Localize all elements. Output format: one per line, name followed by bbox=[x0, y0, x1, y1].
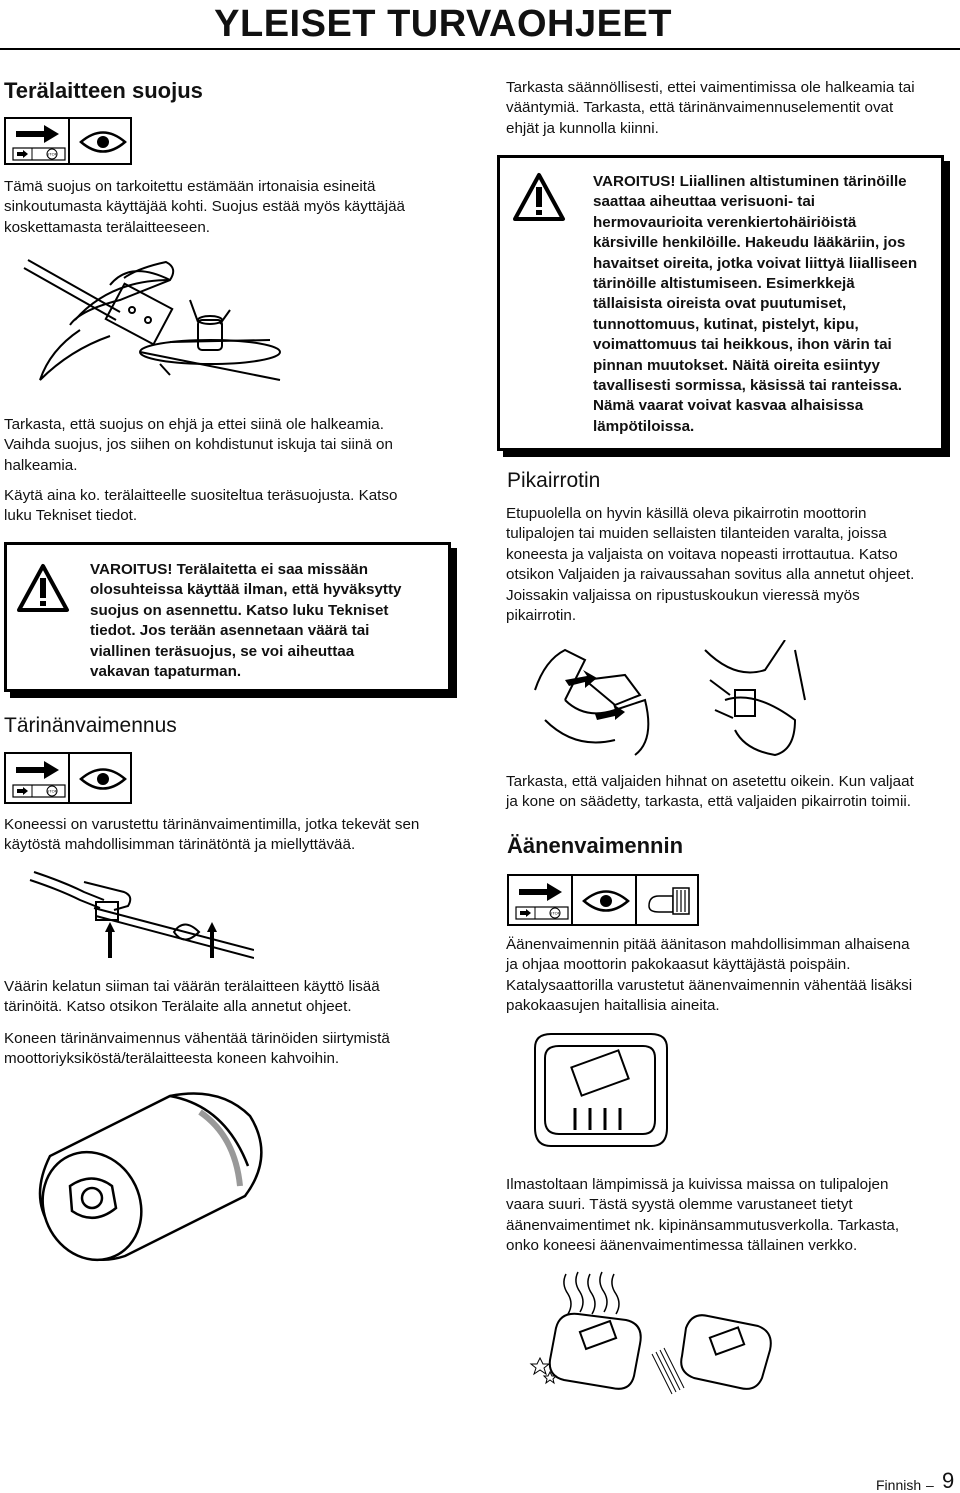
muffler-illustration bbox=[515, 1028, 685, 1153]
muffler-text: Äänenvaimennin pitää äänitason mahdollisimman alhaisena ja ohjaa moottorin pakokaasut käyttäjästä poispäin. Katalysaattorilla varustetut äänenvaimennin vähentää lisäksi pakokaasujen haitallisia aineita. bbox=[506, 936, 913, 1015]
stop-switch-icon bbox=[515, 906, 569, 920]
arrow-eye-icon-box bbox=[4, 117, 132, 165]
blade-guard-warning-box: VAROITUS! Terälaitetta ei saa missään olosuhteissa käyttää ilman, että hyväksytty suojus on asennettu. Katso luku Tekniset tiedot. Jos terään asennetaan väärä tai viallinen teräsuojus, se voi aiheuttaa vakavan tapaturman. bbox=[4, 542, 451, 692]
arrow-right-icon bbox=[16, 124, 60, 144]
page-number: 9 bbox=[942, 1468, 955, 1493]
damper-check-text: Tarkasta säännöllisesti, ettei vaimentimissa ole halkeamia tai vääntymiä. Tarkasta, että tärinänvaimennuselementit ovat ehjät ja kunnolla kiinni. bbox=[506, 79, 915, 137]
footer-separator: – bbox=[926, 1477, 934, 1493]
stop-label: STOP bbox=[549, 910, 561, 916]
vibration-warning-box: VAROITUS! Liiallinen altistuminen tärinöille saattaa aiheuttaa verisuoni- tai hermovaurioita verenkiertohäiriöistä kärsiville henkilöille. Hakeudu lääkäriin, jos havaitset oireita, jotka voivat liittyä liialliseen tärinöille altistumiseen. Esimerkkejä tällaisista oireista ovat puutumiset, tunnottomuus, kutinat, pistelyt, kipu, voimattomuus tai heikkous, ihon värin tai pinnan muutokset. Näitä oireita esiintyy tavallisesti sormissa, käsissä tai ranteissa. Nämä vaarat voivat kasvaa alhaisissa lämpötiloissa. bbox=[497, 155, 944, 451]
stop-label: STOP bbox=[46, 788, 58, 794]
vibration-reduce: Koneen tärinänvaimennus vähentää tärinöiden siirtymistä moottoriyksiköstä/terälaitteesta koneen kahvoihin. bbox=[4, 1030, 390, 1068]
footer-language: Finnish bbox=[876, 1477, 922, 1493]
blade-guard-illustration bbox=[20, 240, 290, 400]
eye-icon bbox=[581, 882, 631, 920]
eye-icon bbox=[78, 123, 128, 161]
arrow-right-icon bbox=[519, 882, 563, 902]
eye-icon bbox=[78, 760, 128, 798]
quick-release-text: Etupuolella on hyvin käsillä oleva pikairrotin moottorin tulipalojen tai muiden sellaisten tilanteiden varalta, joissa koneesta ja valjaista on voitava nopeasti irrottautua. Katso otsikon Valjaiden ja raivaussahan sovitus alla annetut ohjeet. Joissakin valjaissa on ripustuskoukun vieressä myös pikairrotin. bbox=[506, 505, 915, 625]
blade-guard-heading: Terälaitteen suojus bbox=[4, 78, 203, 103]
muffler-heading: Äänenvaimennin bbox=[507, 833, 684, 858]
vibration-wrong-use: Väärin kelatun siiman tai väärän terälaitteen käyttö lisää tärinöitä. Katso otsikon Terälaite alla annetut ohjeet. bbox=[4, 978, 380, 1016]
page-title: YLEISET TURVAOHJEET bbox=[214, 3, 672, 45]
quick-release-check: Tarkasta, että valjaiden hihnat on asetettu oikein. Kun valjaat ja kone on säädetty, tarkasta, että valjaiden pikairrotin toimii. bbox=[506, 773, 914, 811]
arrow-eye-brush-icon-box bbox=[507, 874, 699, 926]
blade-guard-intro: Tämä suojus on tarkoitettu estämään irtonaisia esineitä sinkoutumasta käyttäjää kohti. Suojus estää myös käyttäjää koskettamasta terälaitteeseen. bbox=[4, 178, 405, 236]
brush-icon bbox=[647, 884, 691, 916]
vibration-intro: Koneessi on varustettu tärinänvaimentimilla, jotka tekevät sen käytöstä mahdollisimman tärinätöntä ja miellyttävää. bbox=[4, 816, 420, 854]
warning-triangle-icon bbox=[512, 172, 566, 222]
damper-element-illustration bbox=[20, 1076, 290, 1276]
vibration-heading: Tärinänvaimennus bbox=[4, 714, 177, 737]
arrow-right-icon bbox=[16, 760, 60, 780]
stop-label: STOP bbox=[46, 151, 58, 157]
arrow-eye-icon-box-2 bbox=[4, 752, 132, 804]
muffler-fire-text: Ilmastoltaan lämpimissä ja kuivissa maissa on tulipalojen vaara suuri. Tästä syystä olemme varustaneet tietyt äänenvaimentimet nk. kipinänsammutusverkolla. Tarkasta, onko koneesi äänenvaimentimessa tällainen verkko. bbox=[506, 1176, 900, 1255]
spark-arrestor-illustration bbox=[526, 1268, 786, 1396]
blade-guard-check: Tarkasta, että suojus on ehjä ja ettei siinä ole halkeamia. Vaihda suojus, jos siihen on kohdistunut iskuja tai siinä on halkeamia. bbox=[4, 416, 393, 474]
blade-guard-use: Käytä aina ko. terälaitteelle suositeltua teräsuojusta. Katso luku Tekniset tiedot. bbox=[4, 487, 398, 525]
quick-release-heading: Pikairrotin bbox=[507, 469, 601, 492]
header-rule bbox=[0, 48, 960, 50]
quick-release-illustration bbox=[525, 640, 815, 760]
warning-triangle-icon bbox=[16, 563, 70, 613]
vibration-damper-illustration bbox=[24, 862, 254, 962]
stop-switch-icon bbox=[12, 147, 66, 161]
stop-switch-icon bbox=[12, 784, 66, 798]
